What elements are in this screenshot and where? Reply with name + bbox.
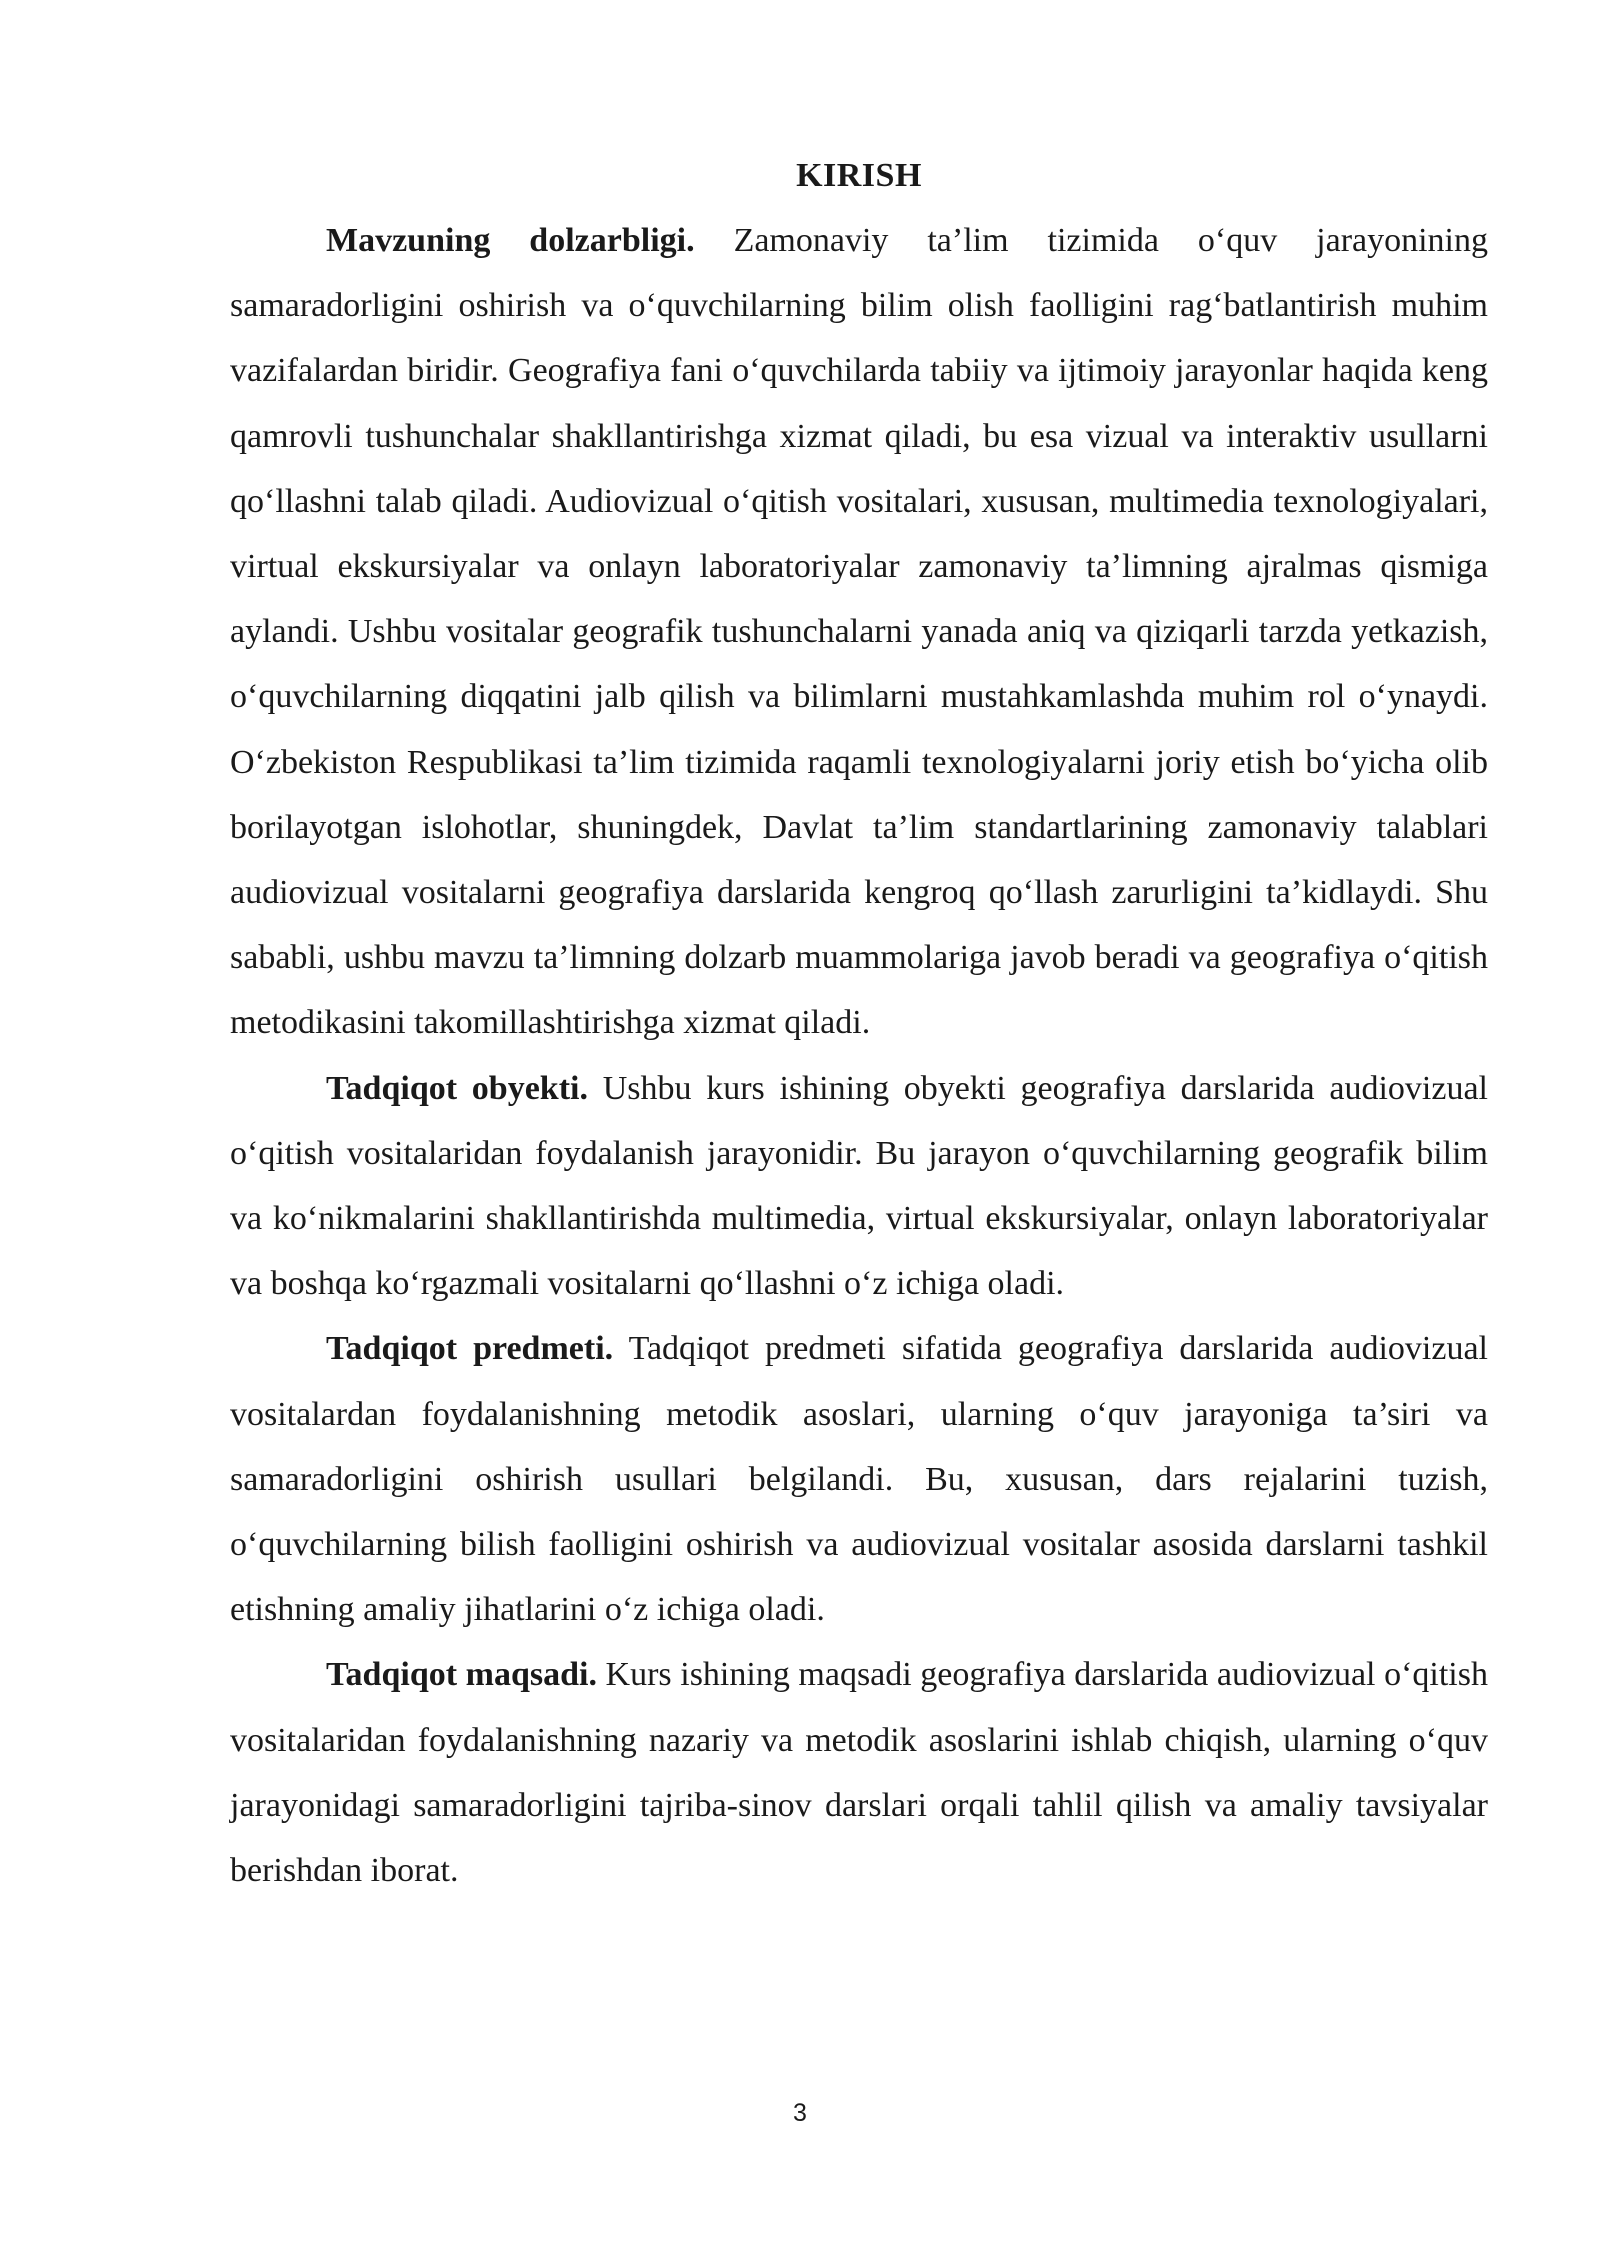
section-goal xyxy=(230,1642,1488,1903)
page-title: KIRISH xyxy=(796,157,922,194)
section-subject xyxy=(230,1316,1488,1642)
section-heading-object: Tadqiqot obyekti. xyxy=(326,1069,588,1107)
section-object xyxy=(230,1056,1488,1317)
section-text-relevance: Zamonaviy ta’lim tizimida o‘quv jarayonining samaradorligini oshirish va o‘quvchilarning bilim olish faolligini rag‘batlantirish muhim vazifalardan biridir. Geografiya fani o‘quvchilarda tabiiy va ijtimoiy jarayonlar haqida keng qamrovli tushunchalar shakllantirishga xizmat qiladi, bu esa vizual va interaktiv usullarni qo‘llashni talab qiladi. Audiovizual o‘qitish vositalari, xususan, multimedia texnologiyalari, virtual ekskursiyalar va onlayn laboratoriyalar zamonaviy ta’limning ajralmas qismiga aylandi. Ushbu vositalar geografik tushunchalarni yanada aniq va qiziqarli tarzda yetkazish, o‘quvchilarning diqqatini jalb qilish va bilimlarni mustahkamlashda muhim rol o‘ynaydi. O‘zbekiston Respublikasi ta’lim tizimida raqamli texnologiyalarni joriy etish bo‘yicha olib borilayotgan islohotlar, shuningdek, Davlat ta’lim standartlarining zamonaviy talablari audiovizual vositalarni geografiya darslarida kengroq qo‘llash zarurligini ta’kidlaydi. Shu sababli, ushbu mavzu ta’limning dolzarb muammolariga javob beradi va geografiya o‘qitish metodikasini takomillashtirishga xizmat qiladi. xyxy=(230,222,1489,1042)
section-text-subject: Tadqiqot predmeti sifatida geografiya darslarida audiovizual vositalardan foydalanishning metodik asoslari, ularning o‘quv jarayoniga ta’siri va samaradorligini oshirish usullari belgilandi. Bu, xususan, dars rejalarini tuzish, o‘quvchilarning bilish faolligini oshirish va audiovizual vositalar asosida darslarni tashkil etishning amaliy jihatlarini o‘z ichiga oladi. xyxy=(230,1330,1488,1629)
section-heading-subject: Tadqiqot predmeti. xyxy=(326,1330,614,1368)
document-page xyxy=(230,148,1488,1903)
section-relevance xyxy=(230,208,1488,1056)
page-number: 3 xyxy=(793,2099,807,2127)
section-text-object: Ushbu kurs ishining obyekti geografiya darslarida audiovizual o‘qitish vositalaridan foydalanish jarayonidir. Bu jarayon o‘quvchilarning geografik bilim va ko‘nikmalarini shakllantirishda multimedia, virtual ekskursiyalar, onlayn laboratoriyalar va boshqa ko‘rgazmali vositalarni qo‘llashni o‘z ichiga oladi. xyxy=(230,1069,1488,1303)
section-heading-relevance: Mavzuning dolzarbligi. xyxy=(326,222,695,259)
section-text-goal: Kurs ishining maqsadi geografiya darslarida audiovizual o‘qitish vositalaridan foydalanishning nazariy va metodik asoslarini ishlab chiqish, ularning o‘quv jarayonidagi samaradorligini tajriba-sinov darslari orqali tahlil qilish va amaliy tavsiyalar berishdan iborat. xyxy=(230,1656,1488,1890)
section-heading-goal: Tadqiqot maqsadi. xyxy=(326,1656,597,1694)
